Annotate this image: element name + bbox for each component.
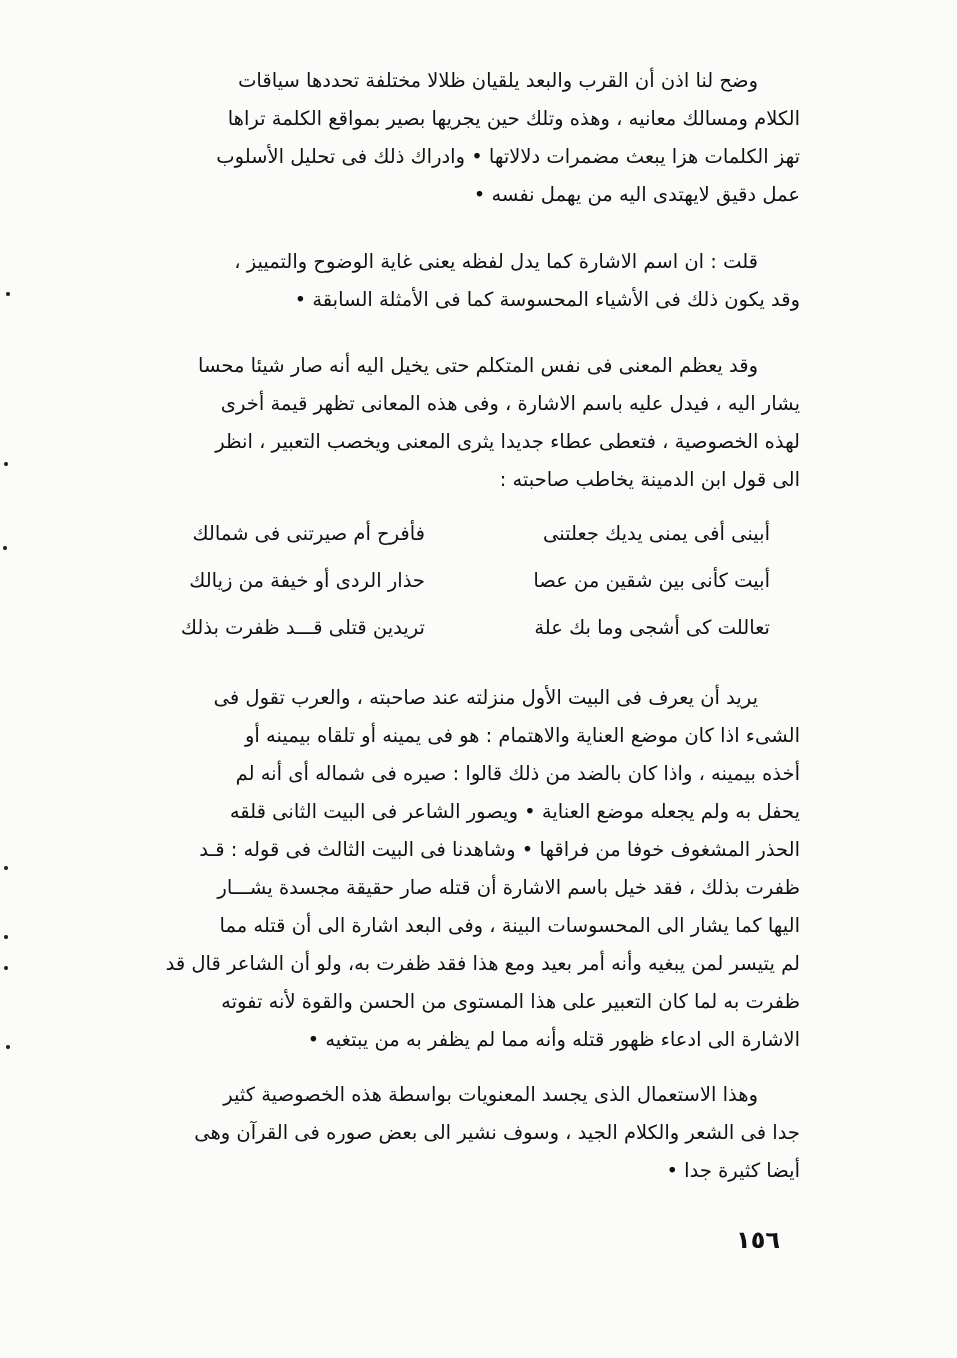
text-line: الحذر المشغوف خوفا من فراقها • وشاهدنا فى البيت الثالث فى قوله : قـد (199, 838, 800, 861)
paragraph-3 (128, 347, 800, 499)
text-line: ظفرت به لما كان التعبير على هذا المستوى من الحسن والقوة لأنه تفوته (221, 990, 800, 1013)
text-line: قلت : ان اسم الاشارة كما يدل لفظه يعنى غاية الوضوح والتمييز ، (234, 250, 758, 273)
text-line: تهز الكلمات هزا يبعث مضمرات دلالاتها • وادراك ذلك فى تحليل الأسلوب (216, 145, 800, 168)
poem-verse (150, 569, 770, 616)
text-line: الشىء اذا كان موضع العناية والاهتمام : هو فى يمينه أو تلقاه بيمينه أو (245, 724, 800, 747)
text-line: يريد أن يعرف فى البيت الأول منزلته عند صاحبته ، والعرب تقول فى (213, 686, 758, 709)
scan-speck (6, 292, 10, 296)
text-line: جدا فى الشعر والكلام الجيد ، وسوف نشير الى بعض صوره فى القرآن وهى (194, 1121, 800, 1144)
verse-second-hemistich: فأفرح أم صيرتنى فى شمالك (192, 522, 425, 545)
paragraph-5 (128, 1076, 800, 1190)
poem-verse (150, 616, 770, 663)
scan-speck (4, 866, 8, 870)
scan-speck (6, 1045, 10, 1049)
verse-second-hemistich: حذار الردى أو خيفة من زيالك (189, 569, 425, 592)
scan-speck (4, 966, 8, 970)
paragraph-1 (128, 62, 800, 214)
verse-second-hemistich: تريدين قتلى قـــد ظفرت بذلك (180, 616, 425, 639)
scan-speck (4, 462, 8, 466)
text-line: وقد يعظم المعنى فى نفس المتكلم حتى يخيل اليه أنه صار شيئا محسا (198, 354, 758, 377)
text-line: اليها كما يشار الى المحسوسات البينة ، وفى البعد اشارة الى أن قتله مما (219, 914, 800, 937)
text-line: عمل دقيق لايهتدى اليه من يهمل نفسه • (473, 183, 800, 206)
text-line: ظفرت بذلك ، فقد خيل باسم الاشارة أن قتله صار حقيقة مجسدة يشـــار (217, 876, 800, 899)
text-line: الاشارة الى ادعاء ظهور قتله وأنه مما لم يظفر به من يبتغيه • (307, 1028, 800, 1051)
paragraph-2 (128, 243, 800, 319)
text-line: لم يتيسر لمن يبغيه وأنه أمر بعيد ومع هذا فقد ظفرت به، ولو أن الشاعر قال قد (165, 952, 800, 975)
text-line: وضح لنا اذن أن القرب والبعد يلقيان ظلالا مختلفة تحددها سياقات (238, 69, 758, 92)
verse-first-hemistich: أبيت كأنى بين شقين من عصا (533, 569, 770, 592)
page-number: ١٥٦ (736, 1226, 780, 1254)
text-line: وقد يكون ذلك فى الأشياء المحسوسة كما فى الأمثلة السابقة • (294, 288, 800, 311)
text-line: يحفل به ولم يجعله موضع العناية • ويصور الشاعر فى البيت الثانى قلقه (229, 800, 800, 823)
text-line: يشار اليه ، فيدل عليه باسم الاشارة ، وفى هذه المعانى تظهر قيمة أخرى (220, 392, 800, 415)
verse-first-hemistich: أبينى أفى يمنى يديك جعلتنى (543, 522, 770, 545)
scan-speck (3, 546, 7, 550)
poem-block (150, 522, 770, 663)
paragraph-4 (128, 679, 800, 1059)
text-line: وهذا الاستعمال الذى يجسد المعنويات بواسطة هذه الخصوصية كثير (223, 1083, 758, 1106)
text-line: الى قول ابن الدمينة يخاطب صاحبته : (499, 468, 800, 491)
poem-verse (150, 522, 770, 569)
verse-first-hemistich: تعاللت كى أشجى وما بك علة (534, 616, 770, 639)
text-line: الكلام ومسالك معانيه ، وهذه وتلك حين يجريها بصير بمواقع الكلمة تراها (227, 107, 800, 130)
scan-speck (4, 935, 8, 939)
text-line: أخذه بيمينه ، واذا كان بالضد من ذلك قالوا : صيره فى شماله أى أنه لم (235, 762, 800, 785)
text-line: أيضا كثيرة جدا • (666, 1159, 800, 1182)
text-line: لهذه الخصوصية ، فتعطى عطاء جديدا يثرى المعنى ويخصب التعبير ، انظر (215, 430, 800, 453)
